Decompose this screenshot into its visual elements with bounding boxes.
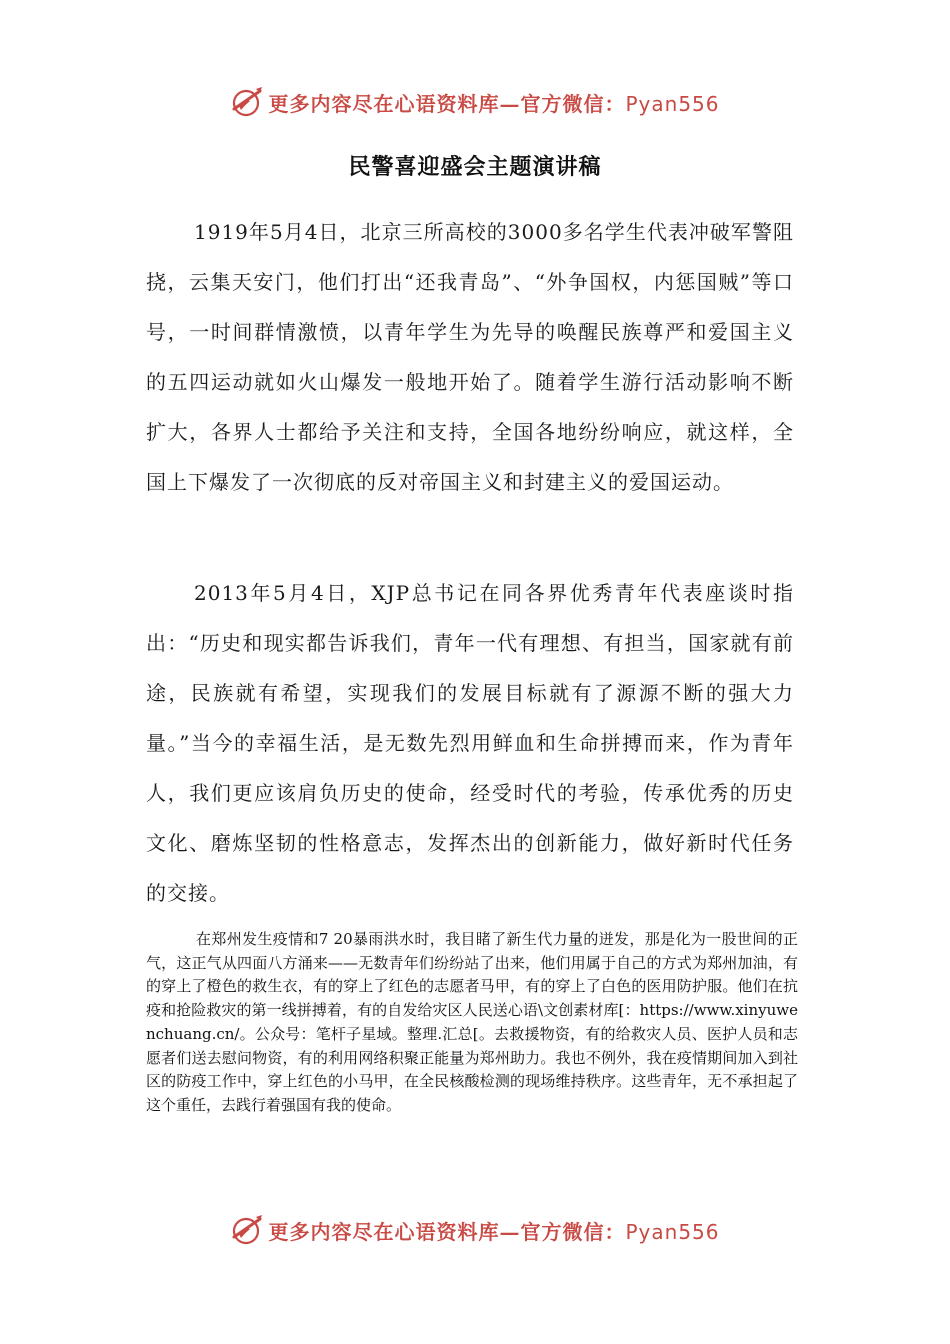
banner-text: 更多内容尽在心语资料库—官方微信：Pyan556 <box>268 91 720 116</box>
header-banner <box>0 80 950 124</box>
pen-logo-icon <box>230 85 264 119</box>
banner-text: 更多内容尽在心语资料库—官方微信：Pyan556 <box>268 1219 720 1244</box>
paragraph-1: 1919年5月4日，北京三所高校的3000多名学生代表冲破军警阻挠，云集天安门，他们打出“还我青岛”、“外争国权，内惩国贼”等口号，一时间群情激愤，以青年学生为先导的唤醒民族尊严和爱国主义的五四运动就如火山爆发一般地开始了。随着学生游行活动影响不断扩大，各界人士都给予关注和支持，全国各地纷纷响应，就这样，全国上下爆发了一次彻底的反对帝国主义和封建主义的爱国运动。 <box>146 220 794 494</box>
page-title: 民警喜迎盛会主题演讲稿 <box>348 154 602 180</box>
wechat-id: Pyan556 <box>625 91 720 116</box>
pen-logo-icon <box>230 1213 264 1247</box>
footer-banner <box>0 1208 950 1252</box>
paragraph-2: 2013年5月4日，XJP总书记在同各界优秀青年代表座谈时指出：“历史和现实都告诉我们，青年一代有理想、有担当，国家就有前途，民族就有希望，实现我们的发展目标就有了源源不断的强大力量。”当今的幸福生活，是无数先烈用鲜血和生命拼搏而来，作为青年人，我们更应该肩负历史的使命，经受时代的考验，传承优秀的历史文化、磨炼坚韧的性格意志，发挥杰出的创新能力，做好新时代任务的交接。 <box>146 581 794 905</box>
wechat-id: Pyan556 <box>625 1219 720 1244</box>
paragraph-3: 在郑州发生疫情和7 20暴雨洪水时，我目睹了新生代力量的迸发，那是化为一股世间的正气，这正气从四面八方涌来——无数青年们纷纷站了出来，他们用属于自己的方式为郑州加油，有的穿上了橙色的救生衣，有的穿上了红色的志愿者马甲，有的穿上了白色的医用防护服。他们在抗疫和抢险救灾的第一线拼搏着，有的自发给灾区人民送心语\文创素材库[：https://www.xinyuwenchuang.cn/。公众号：笔杆子星域。整理.汇总[。去救援物资，有的给救灾人员、医护人员和志愿者们送去慰问物资，有的利用网络积聚正能量为郑州助力。我也不例外，我在疫情期间加入到社区的防疫工作中，穿上红色的小马甲，在全民核酸检测的现场维持秩序。这些青年，无不承担起了这个重任，去践行着强国有我的使命。 <box>146 930 798 1114</box>
